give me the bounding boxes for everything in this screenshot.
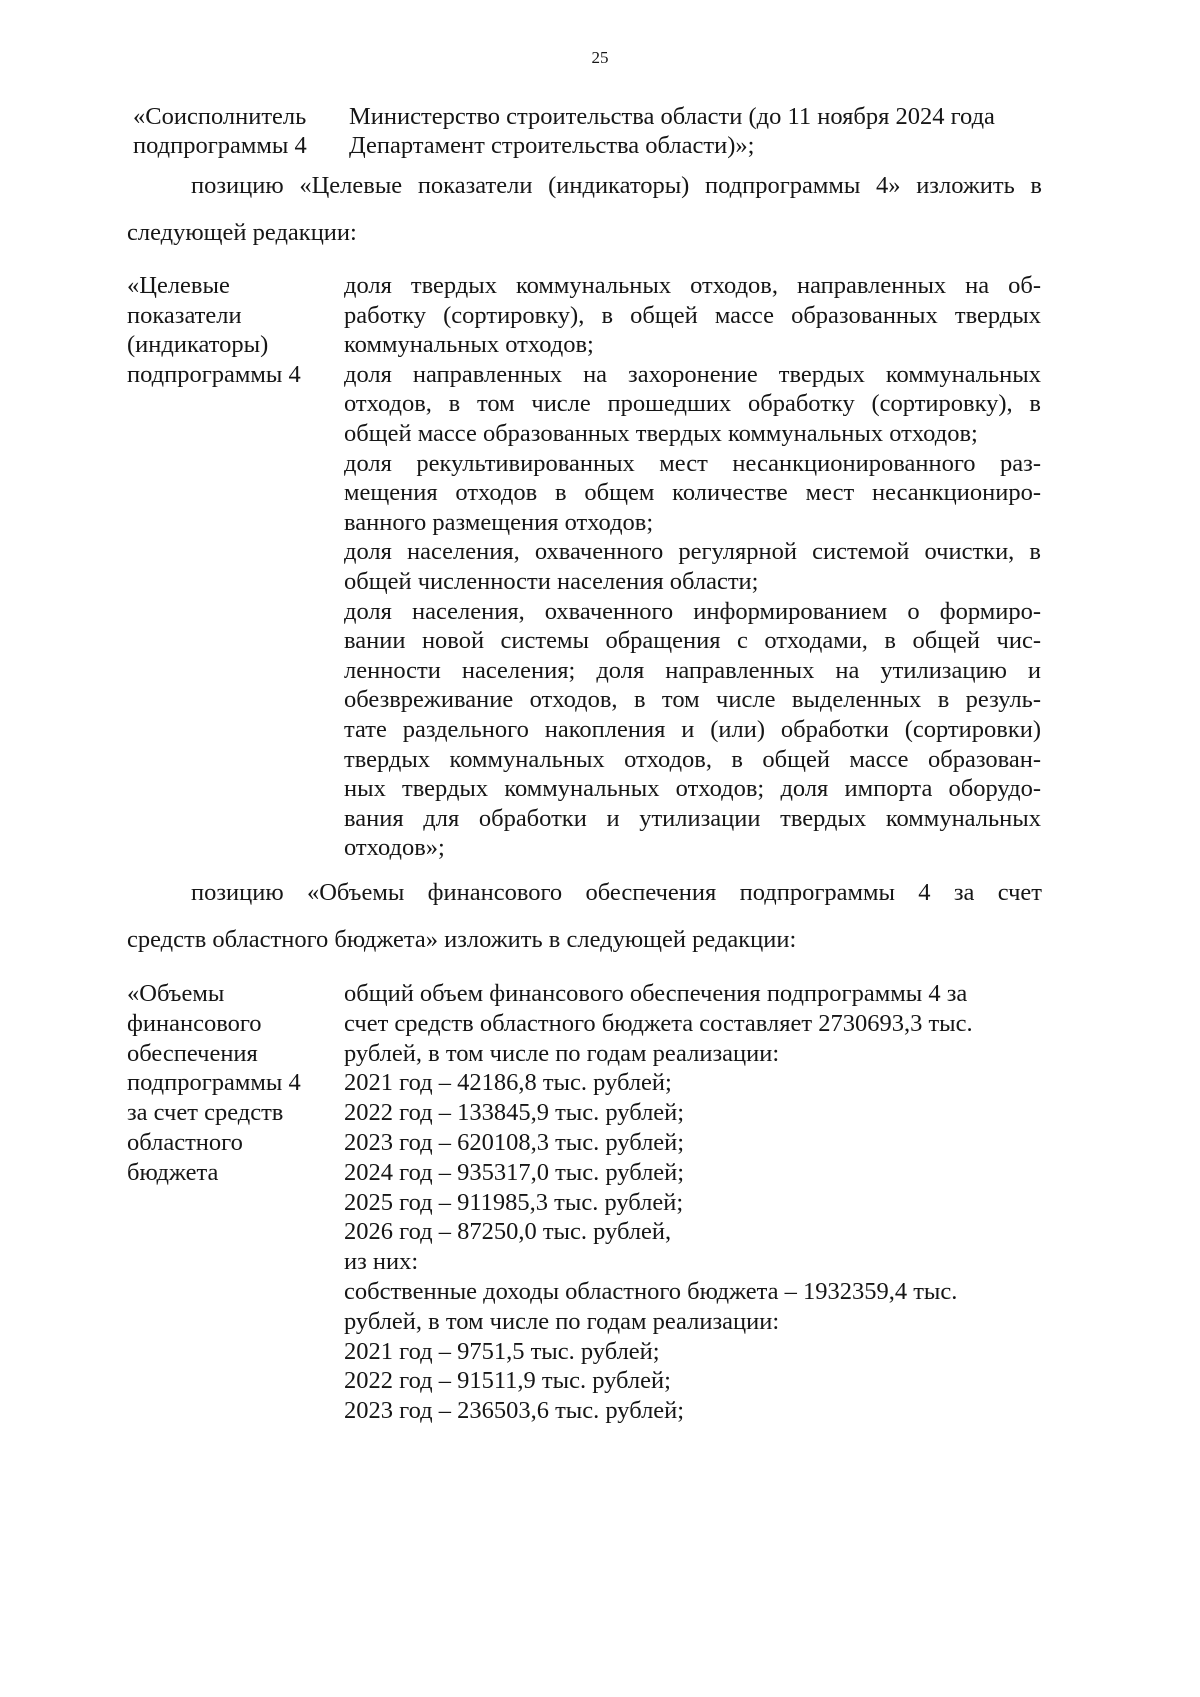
indicators-text-line: твердых коммунальных отходов, в общей массе образован- bbox=[344, 745, 1041, 773]
indicators-text-line: общей массе образованных твердых коммунальных отходов; bbox=[344, 419, 978, 447]
financing-year-line: 2023 год – 236503,6 тыс. рублей; bbox=[344, 1397, 685, 1425]
financing-text-line: рублей, в том числе по годам реализации: bbox=[344, 1039, 780, 1067]
indicators-label bbox=[127, 271, 301, 389]
indicators-text-line: доля направленных на захоронение твердых коммунальных bbox=[344, 360, 1041, 388]
paragraph-indicators-line2: следующей редакции: bbox=[127, 219, 357, 246]
financing-label-line: обеспечения bbox=[127, 1039, 258, 1067]
coexecutor-value-line: Министерство строительства области (до 11 ноября 2024 года bbox=[349, 103, 995, 130]
financing-text-line: рублей, в том числе по годам реализации: bbox=[344, 1307, 780, 1335]
financing-year-line: 2021 год – 9751,5 тыс. рублей; bbox=[344, 1337, 660, 1365]
indicators-text-line: доля твердых коммунальных отходов, направленных на об- bbox=[344, 272, 1041, 299]
coexecutor-label bbox=[133, 102, 307, 160]
indicators-text-line: вании новой системы обращения с отходами, в общей чис- bbox=[344, 627, 1041, 655]
paragraph-financing-line1: позицию «Объемы финансового обеспечения подпрограммы 4 за счет bbox=[191, 879, 1042, 906]
indicators-text-line: доля населения, охваченного регулярной системой очистки, в bbox=[344, 538, 1041, 566]
indicators-text-line: вания для обработки и утилизации твердых коммунальных bbox=[344, 804, 1041, 832]
indicators-label-line: подпрограммы 4 bbox=[127, 360, 301, 388]
indicators-label-line: (индикаторы) bbox=[127, 331, 269, 359]
financing-year-line: 2022 год – 91511,9 тыс. рублей; bbox=[344, 1367, 671, 1395]
financing-label bbox=[127, 979, 301, 1188]
indicators-text-line: отходов, в том числе прошедших обработку (сортировку), в bbox=[344, 390, 1041, 418]
financing-year-line: 2021 год – 42186,8 тыс. рублей; bbox=[344, 1069, 672, 1097]
financing-text-line: из них: bbox=[344, 1248, 419, 1276]
financing-year-line: 2022 год – 133845,9 тыс. рублей; bbox=[344, 1099, 685, 1127]
indicators-label-line: показатели bbox=[127, 301, 242, 329]
indicators-text-line: общей численности населения области; bbox=[344, 567, 759, 595]
coexecutor-label-line: подпрограммы 4 bbox=[133, 132, 307, 159]
paragraph-financing-line2: средств областного бюджета» изложить в следующей редакции: bbox=[127, 926, 797, 953]
paragraph-indicators-line1: позицию «Целевые показатели (индикаторы) подпрограммы 4» изложить в bbox=[191, 172, 1042, 199]
indicators-text-line: тате раздельного накопления и (или) обработки (сортировки) bbox=[344, 715, 1041, 743]
indicators-text-line: мещения отходов в общем количестве мест несанкциониро- bbox=[344, 479, 1041, 507]
indicators-text-line: ленности населения; доля направленных на утилизацию и bbox=[344, 656, 1041, 684]
financing-year-line: 2024 год – 935317,0 тыс. рублей; bbox=[344, 1158, 685, 1186]
financing-label-line: подпрограммы 4 bbox=[127, 1069, 301, 1097]
indicators-text-line: работку (сортировку), в общей массе образованных твердых bbox=[344, 301, 1041, 329]
financing-text bbox=[344, 979, 973, 1426]
indicators-text-line: отходов»; bbox=[344, 834, 445, 862]
indicators-text-line: ных твердых коммунальных отходов; доля импорта оборудо- bbox=[344, 775, 1041, 803]
coexecutor-label-line: «Соисполнитель bbox=[133, 103, 307, 130]
indicators-label-line: «Целевые bbox=[127, 272, 230, 299]
financing-label-line: «Объемы bbox=[127, 980, 225, 1007]
indicators-text-line: доля рекультивированных мест несанкционированного раз- bbox=[344, 449, 1041, 477]
indicators-text bbox=[344, 271, 1041, 863]
indicators-text-line: ванного размещения отходов; bbox=[344, 508, 654, 536]
financing-year-line: 2023 год – 620108,3 тыс. рублей; bbox=[344, 1128, 685, 1156]
financing-label-line: бюджета bbox=[127, 1158, 219, 1186]
coexecutor-value bbox=[349, 102, 995, 160]
financing-text-line: счет средств областного бюджета составляет 2730693,3 тыс. bbox=[344, 1009, 973, 1037]
financing-label-line: областного bbox=[127, 1128, 243, 1156]
indicators-text-line: коммунальных отходов; bbox=[344, 331, 594, 359]
page-number: 25 bbox=[591, 48, 609, 67]
financing-label-line: за счет средств bbox=[127, 1099, 284, 1127]
financing-year-line: 2025 год – 911985,3 тыс. рублей; bbox=[344, 1188, 684, 1216]
financing-label-line: финансового bbox=[127, 1009, 262, 1037]
indicators-text-line: обезвреживание отходов, в том числе выделенных в резуль- bbox=[344, 686, 1041, 714]
financing-text-line: общий объем финансового обеспечения подпрограммы 4 за bbox=[344, 980, 968, 1007]
coexecutor-value-line: Департамент строительства области)»; bbox=[349, 132, 755, 159]
indicators-text-line: доля населения, охваченного информированием о формиро- bbox=[344, 597, 1041, 625]
financing-text-line: собственные доходы областного бюджета – 1932359,4 тыс. bbox=[344, 1277, 958, 1305]
financing-year-line: 2026 год – 87250,0 тыс. рублей, bbox=[344, 1218, 672, 1246]
